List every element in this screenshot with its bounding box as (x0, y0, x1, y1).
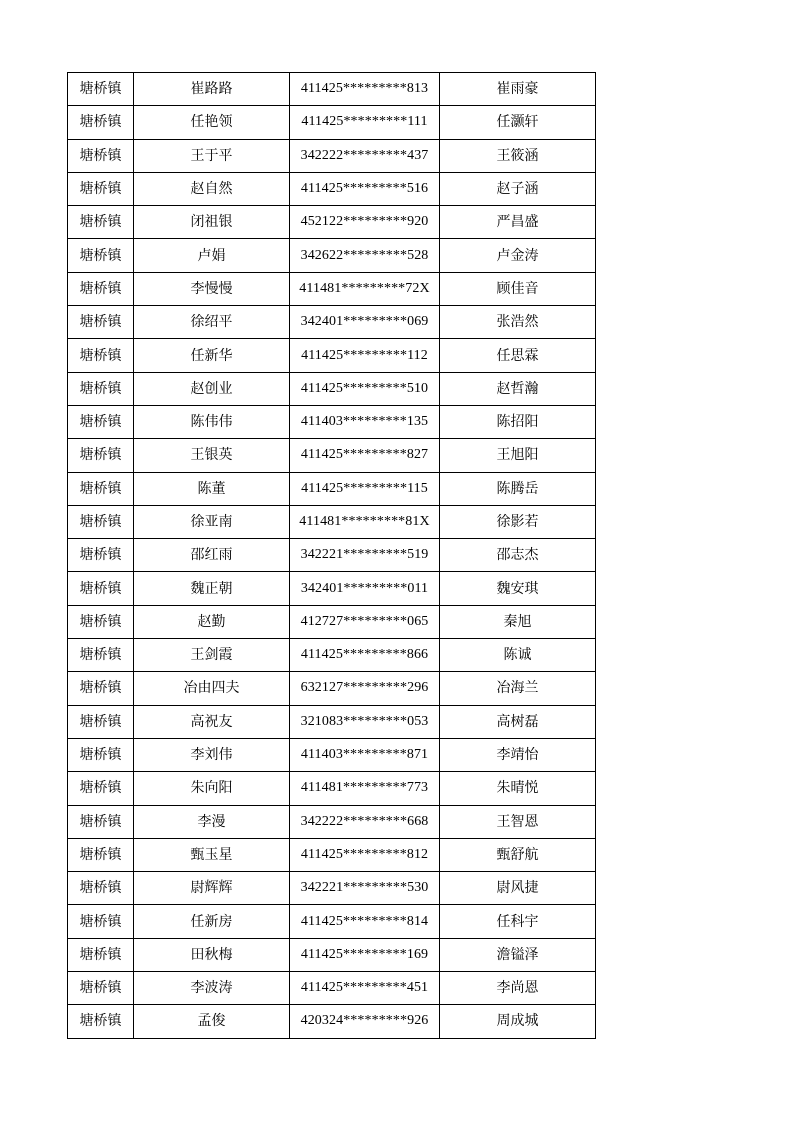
name-cell: 王剑霞 (134, 639, 290, 672)
id-number-cell: 411425*********510 (290, 372, 440, 405)
id-number-cell: 342401*********011 (290, 572, 440, 605)
child-name-cell: 高树磊 (440, 705, 596, 738)
name-cell: 王于平 (134, 139, 290, 172)
child-name-cell: 任思霖 (440, 339, 596, 372)
town-cell: 塘桥镇 (68, 539, 134, 572)
town-cell: 塘桥镇 (68, 872, 134, 905)
town-cell: 塘桥镇 (68, 439, 134, 472)
name-cell: 闭祖银 (134, 206, 290, 239)
town-cell: 塘桥镇 (68, 972, 134, 1005)
id-number-cell: 411403*********135 (290, 405, 440, 438)
child-name-cell: 甄舒航 (440, 838, 596, 871)
child-name-cell: 顾佳音 (440, 272, 596, 305)
town-cell: 塘桥镇 (68, 1005, 134, 1038)
child-name-cell: 李靖怡 (440, 738, 596, 771)
town-cell: 塘桥镇 (68, 639, 134, 672)
child-name-cell: 秦旭 (440, 605, 596, 638)
town-cell: 塘桥镇 (68, 372, 134, 405)
table-row (68, 206, 596, 239)
child-name-cell: 赵哲瀚 (440, 372, 596, 405)
town-cell: 塘桥镇 (68, 339, 134, 372)
id-number-cell: 452122*********920 (290, 206, 440, 239)
town-cell: 塘桥镇 (68, 905, 134, 938)
table-row (68, 605, 596, 638)
table-row (68, 705, 596, 738)
child-name-cell: 任科宇 (440, 905, 596, 938)
name-cell: 崔路路 (134, 73, 290, 106)
table-row (68, 405, 596, 438)
town-cell: 塘桥镇 (68, 705, 134, 738)
child-name-cell: 尉风捷 (440, 872, 596, 905)
table-row (68, 1005, 596, 1038)
table-row (68, 905, 596, 938)
records-table-body (68, 73, 596, 1039)
id-number-cell: 411425*********111 (290, 106, 440, 139)
table-row (68, 738, 596, 771)
id-number-cell: 411403*********871 (290, 738, 440, 771)
name-cell: 李波涛 (134, 972, 290, 1005)
name-cell: 李漫 (134, 805, 290, 838)
table-row (68, 805, 596, 838)
table-row (68, 505, 596, 538)
id-number-cell: 342401*********069 (290, 306, 440, 339)
child-name-cell: 王智恩 (440, 805, 596, 838)
town-cell: 塘桥镇 (68, 672, 134, 705)
child-name-cell: 严昌盛 (440, 206, 596, 239)
id-number-cell: 411425*********827 (290, 439, 440, 472)
town-cell: 塘桥镇 (68, 405, 134, 438)
id-number-cell: 412727*********065 (290, 605, 440, 638)
id-number-cell: 411425*********115 (290, 472, 440, 505)
table-row (68, 306, 596, 339)
name-cell: 徐亚南 (134, 505, 290, 538)
town-cell: 塘桥镇 (68, 805, 134, 838)
id-number-cell: 411481*********81X (290, 505, 440, 538)
records-table (67, 72, 596, 1039)
id-number-cell: 411425*********866 (290, 639, 440, 672)
town-cell: 塘桥镇 (68, 172, 134, 205)
town-cell: 塘桥镇 (68, 272, 134, 305)
town-cell: 塘桥镇 (68, 106, 134, 139)
name-cell: 赵勤 (134, 605, 290, 638)
town-cell: 塘桥镇 (68, 738, 134, 771)
table-row (68, 106, 596, 139)
id-number-cell: 342221*********530 (290, 872, 440, 905)
child-name-cell: 陈诚 (440, 639, 596, 672)
name-cell: 赵自然 (134, 172, 290, 205)
child-name-cell: 李尚恩 (440, 972, 596, 1005)
id-number-cell: 411425*********169 (290, 938, 440, 971)
child-name-cell: 澹镒泽 (440, 938, 596, 971)
name-cell: 尉辉辉 (134, 872, 290, 905)
name-cell: 徐绍平 (134, 306, 290, 339)
town-cell: 塘桥镇 (68, 472, 134, 505)
table-row (68, 872, 596, 905)
table-row (68, 439, 596, 472)
table-row (68, 539, 596, 572)
child-name-cell: 任灏轩 (440, 106, 596, 139)
name-cell: 朱向阳 (134, 772, 290, 805)
child-name-cell: 卢金涛 (440, 239, 596, 272)
town-cell: 塘桥镇 (68, 772, 134, 805)
town-cell: 塘桥镇 (68, 938, 134, 971)
town-cell: 塘桥镇 (68, 838, 134, 871)
child-name-cell: 魏安琪 (440, 572, 596, 605)
id-number-cell: 342222*********668 (290, 805, 440, 838)
town-cell: 塘桥镇 (68, 239, 134, 272)
id-number-cell: 342622*********528 (290, 239, 440, 272)
id-number-cell: 342222*********437 (290, 139, 440, 172)
table-row (68, 172, 596, 205)
town-cell: 塘桥镇 (68, 139, 134, 172)
id-number-cell: 411425*********812 (290, 838, 440, 871)
table-row (68, 572, 596, 605)
town-cell: 塘桥镇 (68, 605, 134, 638)
id-number-cell: 342221*********519 (290, 539, 440, 572)
id-number-cell: 411481*********72X (290, 272, 440, 305)
table-row (68, 772, 596, 805)
id-number-cell: 411425*********813 (290, 73, 440, 106)
town-cell: 塘桥镇 (68, 306, 134, 339)
child-name-cell: 邵志杰 (440, 539, 596, 572)
id-number-cell: 420324*********926 (290, 1005, 440, 1038)
town-cell: 塘桥镇 (68, 206, 134, 239)
name-cell: 李刘伟 (134, 738, 290, 771)
name-cell: 邵红雨 (134, 539, 290, 572)
table-row (68, 272, 596, 305)
name-cell: 魏正朝 (134, 572, 290, 605)
table-row (68, 639, 596, 672)
id-number-cell: 411425*********814 (290, 905, 440, 938)
name-cell: 任新华 (134, 339, 290, 372)
town-cell: 塘桥镇 (68, 572, 134, 605)
table-row (68, 972, 596, 1005)
town-cell: 塘桥镇 (68, 73, 134, 106)
table-row (68, 139, 596, 172)
child-name-cell: 周成城 (440, 1005, 596, 1038)
name-cell: 甄玉星 (134, 838, 290, 871)
name-cell: 陈董 (134, 472, 290, 505)
id-number-cell: 411425*********112 (290, 339, 440, 372)
id-number-cell: 411481*********773 (290, 772, 440, 805)
table-row (68, 838, 596, 871)
table-row (68, 472, 596, 505)
id-number-cell: 321083*********053 (290, 705, 440, 738)
table-row (68, 672, 596, 705)
child-name-cell: 冶海兰 (440, 672, 596, 705)
name-cell: 田秋梅 (134, 938, 290, 971)
id-number-cell: 411425*********516 (290, 172, 440, 205)
town-cell: 塘桥镇 (68, 505, 134, 538)
name-cell: 赵创业 (134, 372, 290, 405)
child-name-cell: 徐影若 (440, 505, 596, 538)
name-cell: 孟俊 (134, 1005, 290, 1038)
name-cell: 冶由四夫 (134, 672, 290, 705)
id-number-cell: 632127*********296 (290, 672, 440, 705)
table-row (68, 339, 596, 372)
child-name-cell: 王旭阳 (440, 439, 596, 472)
child-name-cell: 朱晴悦 (440, 772, 596, 805)
table-row (68, 938, 596, 971)
id-number-cell: 411425*********451 (290, 972, 440, 1005)
child-name-cell: 陈腾岳 (440, 472, 596, 505)
name-cell: 陈伟伟 (134, 405, 290, 438)
child-name-cell: 张浩然 (440, 306, 596, 339)
name-cell: 李慢慢 (134, 272, 290, 305)
child-name-cell: 王筱涵 (440, 139, 596, 172)
table-row (68, 372, 596, 405)
name-cell: 任艳领 (134, 106, 290, 139)
child-name-cell: 陈招阳 (440, 405, 596, 438)
child-name-cell: 崔雨豪 (440, 73, 596, 106)
table-row (68, 73, 596, 106)
table-row (68, 239, 596, 272)
name-cell: 卢娟 (134, 239, 290, 272)
name-cell: 王银英 (134, 439, 290, 472)
name-cell: 高祝友 (134, 705, 290, 738)
name-cell: 任新房 (134, 905, 290, 938)
child-name-cell: 赵子涵 (440, 172, 596, 205)
